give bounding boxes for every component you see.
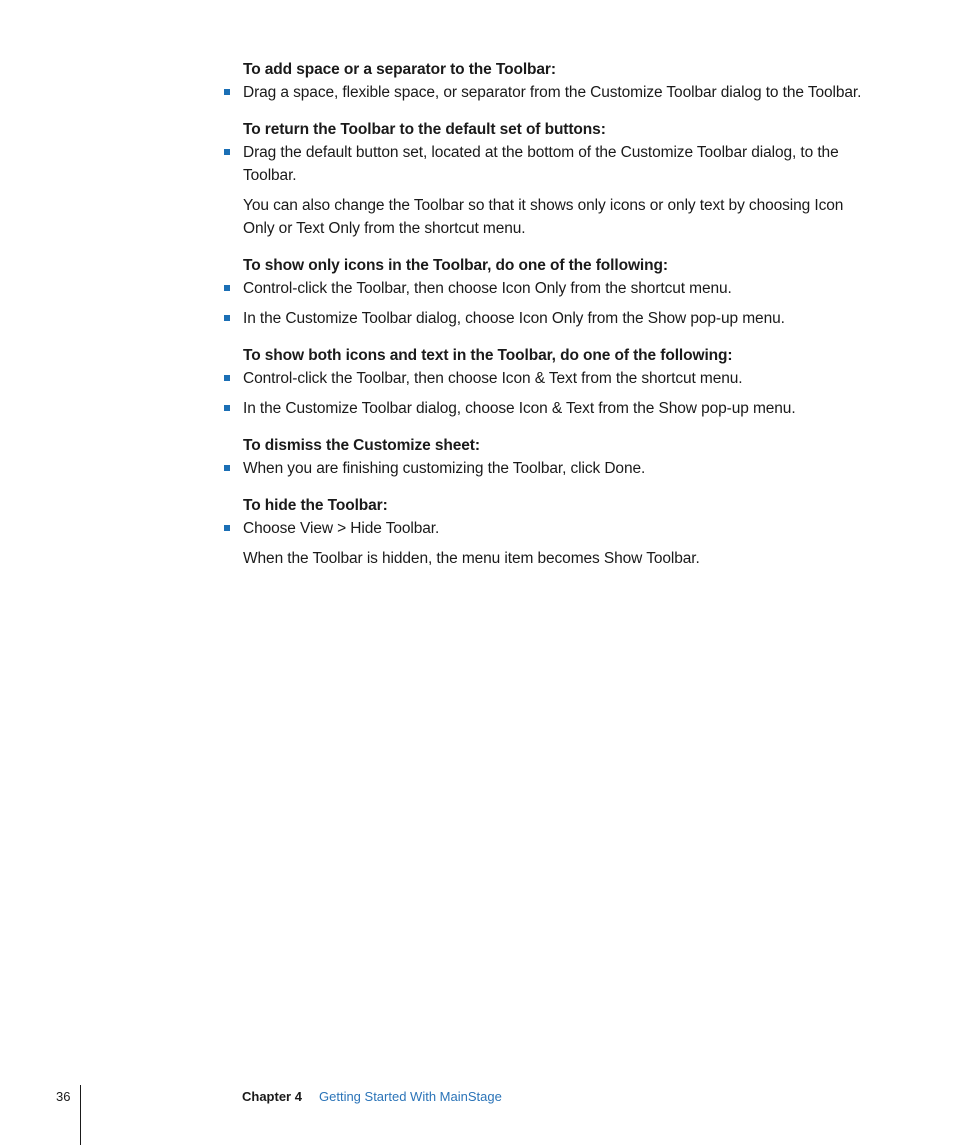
section-return-default — [243, 118, 863, 240]
bullet-square-icon — [224, 285, 230, 291]
bullet-square-icon — [224, 315, 230, 321]
bullet-item — [243, 397, 863, 420]
bullet-text: In the Customize Toolbar dialog, choose Icon Only from the Show pop-up menu. — [243, 310, 785, 327]
footer-divider — [80, 1085, 81, 1145]
section-icons-and-text — [243, 344, 863, 420]
bullet-item — [243, 277, 863, 300]
body-paragraph: You can also change the Toolbar so that it shows only icons or only text by choosing Icon Only or Text Only from the shortcut menu. — [243, 197, 844, 237]
section-heading: To add space or a separator to the Toolbar: — [243, 61, 556, 78]
bullet-item — [243, 307, 863, 330]
bullet-text: In the Customize Toolbar dialog, choose Icon & Text from the Show pop-up menu. — [243, 400, 796, 417]
bullet-square-icon — [224, 89, 230, 95]
section-heading: To hide the Toolbar: — [243, 497, 388, 514]
page-number: 36 — [56, 1089, 71, 1104]
section-heading: To show only icons in the Toolbar, do one of the following: — [243, 257, 668, 274]
bullet-square-icon — [224, 149, 230, 155]
bullet-item — [243, 81, 863, 104]
body-paragraph: When the Toolbar is hidden, the menu item becomes Show Toolbar. — [243, 550, 700, 567]
section-hide-toolbar — [243, 494, 863, 570]
page-body — [243, 58, 863, 584]
section-dismiss-sheet — [243, 434, 863, 480]
section-icons-only — [243, 254, 863, 330]
bullet-item — [243, 457, 863, 480]
bullet-text: Control-click the Toolbar, then choose Icon & Text from the shortcut menu. — [243, 370, 743, 387]
bullet-text: Choose View > Hide Toolbar. — [243, 520, 440, 537]
bullet-text: Drag a space, flexible space, or separator from the Customize Toolbar dialog to the Toolbar. — [243, 84, 862, 101]
section-heading: To dismiss the Customize sheet: — [243, 437, 480, 454]
bullet-square-icon — [224, 525, 230, 531]
bullet-square-icon — [224, 405, 230, 411]
section-heading: To return the Toolbar to the default set of buttons: — [243, 121, 606, 138]
footer-chapter-label: Chapter 4 — [242, 1089, 302, 1104]
bullet-item — [243, 141, 863, 187]
bullet-square-icon — [224, 465, 230, 471]
footer-chapter-title: Getting Started With MainStage — [319, 1089, 502, 1104]
bullet-item — [243, 367, 863, 390]
bullet-item — [243, 517, 863, 540]
bullet-text: Control-click the Toolbar, then choose Icon Only from the shortcut menu. — [243, 280, 732, 297]
section-heading: To show both icons and text in the Toolbar, do one of the following: — [243, 347, 733, 364]
section-add-space — [243, 58, 863, 104]
bullet-square-icon — [224, 375, 230, 381]
bullet-text: Drag the default button set, located at the bottom of the Customize Toolbar dialog, to the Toolbar. — [243, 144, 839, 184]
bullet-text: When you are finishing customizing the Toolbar, click Done. — [243, 460, 646, 477]
